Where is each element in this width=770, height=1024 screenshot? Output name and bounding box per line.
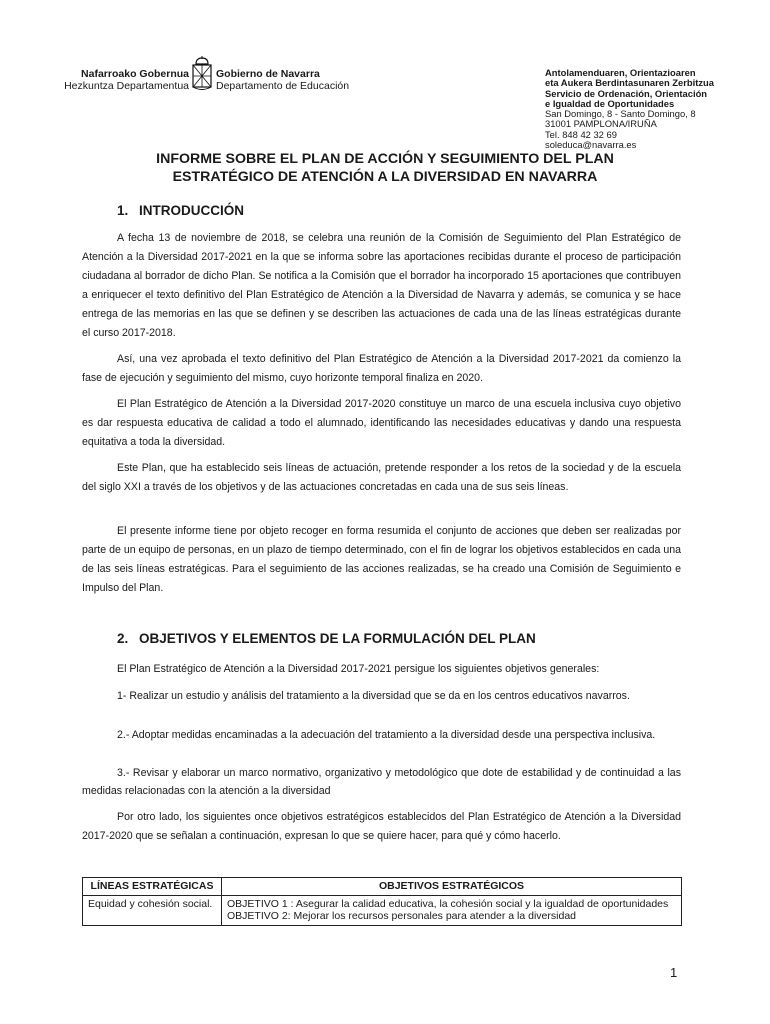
letterhead: [0, 0, 770, 150]
navarra-government-name: Gobierno de Navarra Departamento de Educación: [216, 68, 350, 92]
intro-paragraph-5: El presente informe tiene por objeto recoger en forma resumida el conjunto de acciones que deben ser realizadas por parte de un equipo de personas, en un plazo de tiempo determinado, con el fin de lograr los objetivos establecidos en cada una de las seis líneas estratégicas. Para el seguimiento de las acciones realizadas, se ha creado una Comisión de Seguimiento e Impulso del Plan.: [82, 525, 681, 594]
general-objective-1: 1- Realizar un estudio y análisis del tratamiento a la diversidad que se da en los centros educativos navarros.: [117, 690, 630, 702]
strategic-objectives-table: [82, 877, 682, 926]
intro-paragraph-3: El Plan Estratégico de Atención a la Diversidad 2017-2020 constituye un marco de una escuela inclusiva cuyo objetivo es dar respuesta educativa de calidad a todo el alumnado, identificando las necesidades educativas y dando una respuesta equitativa a toda la diversidad.: [82, 398, 681, 448]
objectives-intro: El Plan Estratégico de Atención a la Diversidad 2017-2021 persigue los siguientes objetivos generales:: [117, 663, 600, 675]
objective-2-text: OBJETIVO 2: Mejorar los recursos personales para atender a la diversidad: [227, 910, 576, 922]
section-heading-introduccion: 1. INTRODUCCIÓN: [117, 203, 244, 218]
intro-paragraph-2: Así, una vez aprobada el texto definitivo del Plan Estratégico de Atención a la Diversidad 2017-2021 da comienzo la fase de ejecución y seguimiento del mismo, cuyo horizonte temporal finaliza en 2020.: [82, 353, 681, 384]
table-row: [83, 895, 682, 925]
column-header-objetivos: OBJETIVOS ESTRATÉGICOS: [222, 878, 682, 896]
general-objective-3: 3.- Revisar y elaborar un marco normativo, organizativo y metodológico que dote de estabilidad y de continuidad a las medidas relacionadas con la atención a la diversidad: [82, 767, 681, 797]
service-address: Antolamenduaren, Orientazioaren eta Aukera Berdintasunaren Zerbitzua Servicio de Ordenación, Orientación e Igualdad de Oportunidades San Domingo, 8 - Santo Domingo, 8 31001 PAMPLONA/IRUÑA Tel. 848 42 32 69 soleduca@navarra.es: [545, 67, 714, 151]
general-objective-2: 2.- Adoptar medidas encaminadas a la adecuación del tratamiento a la diversidad desde una perspectiva inclusiva.: [117, 729, 656, 741]
basque-government-name: Nafarroako Gobernua Hezkuntza Departamentua: [64, 68, 189, 92]
intro-paragraph-4: Este Plan, que ha establecido seis líneas de actuación, pretende responder a los retos de la sociedad y de la escuela del siglo XXI a través de los objetivos y de las actuaciones concretadas en cada una de sus seis líneas.: [82, 462, 681, 493]
table-cell-objetivos: [222, 895, 682, 925]
column-header-lineas: LÍNEAS ESTRATÉGICAS: [83, 878, 222, 896]
strategic-objectives-intro: Por otro lado, los siguientes once objetivos estratégicos establecidos del Plan Estratégico de Atención a la Diversidad 2017-2020 que se señalan a continuación, expresan lo que se quiere hacer, para qué y cómo hacerlo.: [82, 811, 681, 842]
objective-1-text: OBJETIVO 1 : Asegurar la calidad educativa, la cohesión social y la igualdad de oportunidades: [227, 897, 669, 910]
intro-paragraph-1: A fecha 13 de noviembre de 2018, se celebra una reunión de la Comisión de Seguimiento del Plan Estratégico de Atención a la Diversidad 2017-2021 en la que se informa sobre las aportaciones recibidas durante el proceso de participación ciudadana al borrador de dicho Plan. Se notifica a la Comisión que el borrador ha incorporado 15 aportaciones que contribuyen a enriquecer el texto definitivo del Plan Estratégico de Atención a la Diversidad de Navarra y además, se comunica y se hace entrega de las memorias en las que se definen y se describen las actuaciones de cada una de las líneas estratégicas durante el curso 2017-2018.: [82, 232, 681, 339]
page-number: 1: [670, 965, 678, 980]
document-title: INFORME SOBRE EL PLAN DE ACCIÓN Y SEGUIMIENTO DEL PLAN ESTRATÉGICO DE ATENCIÓN A LA DIVERSIDAD EN NAVARRA: [156, 151, 614, 185]
table-cell-linea: Equidad y cohesión social.: [83, 895, 222, 925]
navarra-crest-icon: [190, 56, 214, 92]
table-header-row: [83, 878, 682, 896]
section-heading-objetivos: 2. OBJETIVOS Y ELEMENTOS DE LA FORMULACIÓN DEL PLAN: [117, 631, 536, 646]
